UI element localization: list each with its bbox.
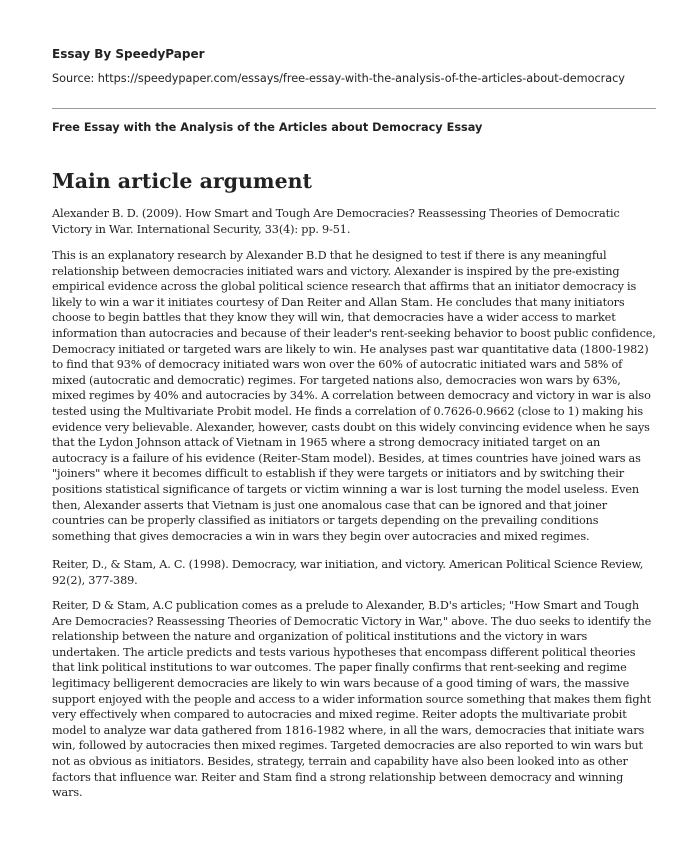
paragraph-2: Reiter, D & Stam, A.C publication comes as a prelude to Alexander, B.D's articles; "How Smart and Tough Are Democracies? Reassessing Theories of Democratic Victory in War," above. The duo seeks to identify the relationship between the nature and organization of political institutions and the victory in wars undertaken. The article predicts and tests various hypotheses that encompass different political theories that link political institutions to war outcomes. The paper finally confirms that rent-seeking and regime legitimacy belligerent democracies are likely to win wars because of a good timing of wars, the massive support enjoyed with the people and access to a wider information source something that makes them fight very effectively when compared to autocracies and mixed regime. Reiter adopts the multivariate probit model to analyze war data gathered from 1816-1982 where, in all the wars, democracies that initiate wars win, followed by autocracies then mixed regimes. Targeted democracies are also reported to win wars but not as obvious as initiators. Besides, strategy, terrain and capability have also been looked into as other factors that influence war. Reiter and Stam find a strong relationship between democracy and winning wars. — [52, 599, 652, 800]
header-divider — [52, 108, 656, 109]
brand-name: Essay By SpeedyPaper — [52, 47, 205, 61]
citation-2: Reiter, D., & Stam, A. C. (1998). Democracy, war initiation, and victory. American Political Science Review, 92(2), 377-389. — [52, 558, 644, 587]
section-heading: Main article argument — [52, 169, 313, 193]
paragraph-1: This is an explanatory research by Alexander B.D that he designed to test if there is any meaningful relationship between democracies initiated wars and victory. Alexander is inspired by the pre-existing empirical evidence across the global political science research that affirms that an initiator democracy is likely to win a war it initiates courtesy of Dan Reiter and Allan Stam. He concludes that many initiators choose to begin battles that they know they will win, that democracies have a wider access to market information than autocracies and because of their leader's rent-seeking behavior to boost public confidence, Democracy initiated or targeted wars are likely to win. He analyses past war quantitative data (1800-1982) to find that 93% of democracy initiated wars won over the 60% of autocratic initiated wars and 58% of mixed (autocratic and democratic) regimes. For targeted nations also, democracies won wars by 63%, mixed regimes by 40% and autocracies by 34%. A correlation between democracy and victory in war is also tested using the Multivariate Probit model. He finds a correlation of 0.7626-0.9662 (close to 1) making his evidence very believable. Alexander, however, casts doubt on this widely convincing evidence when he says that the Lydon Johnson attack of Vietnam in 1965 where a strong democracy initiated target on an autocracy is a failure of his evidence (Reiter-Stam model). Besides, at times countries have joined wars as "joiners" where it becomes difficult to establish if they were targets or initiators and by switching their positions statistical significance of targets or victim winning a war is lost turning the model useless. Even then, Alexander asserts that Vietnam is just one anomalous case that can be ignored and that joiner countries can be properly classified as initiators or targets depending on the prevailing conditions something that gives democracies a win in wars they begin over autocracies and mixed regimes. — [52, 249, 656, 543]
essay-title: Free Essay with the Analysis of the Articles about Democracy Essay — [52, 121, 483, 134]
citation-1: Alexander B. D. (2009). How Smart and Tough Are Democracies? Reassessing Theories of Democratic Victory in War. International Security, 33(4): pp. 9-51. — [52, 207, 620, 236]
source-line: Source: https://speedypaper.com/essays/free-essay-with-the-analysis-of-the-articles-about-democracy — [52, 72, 625, 85]
